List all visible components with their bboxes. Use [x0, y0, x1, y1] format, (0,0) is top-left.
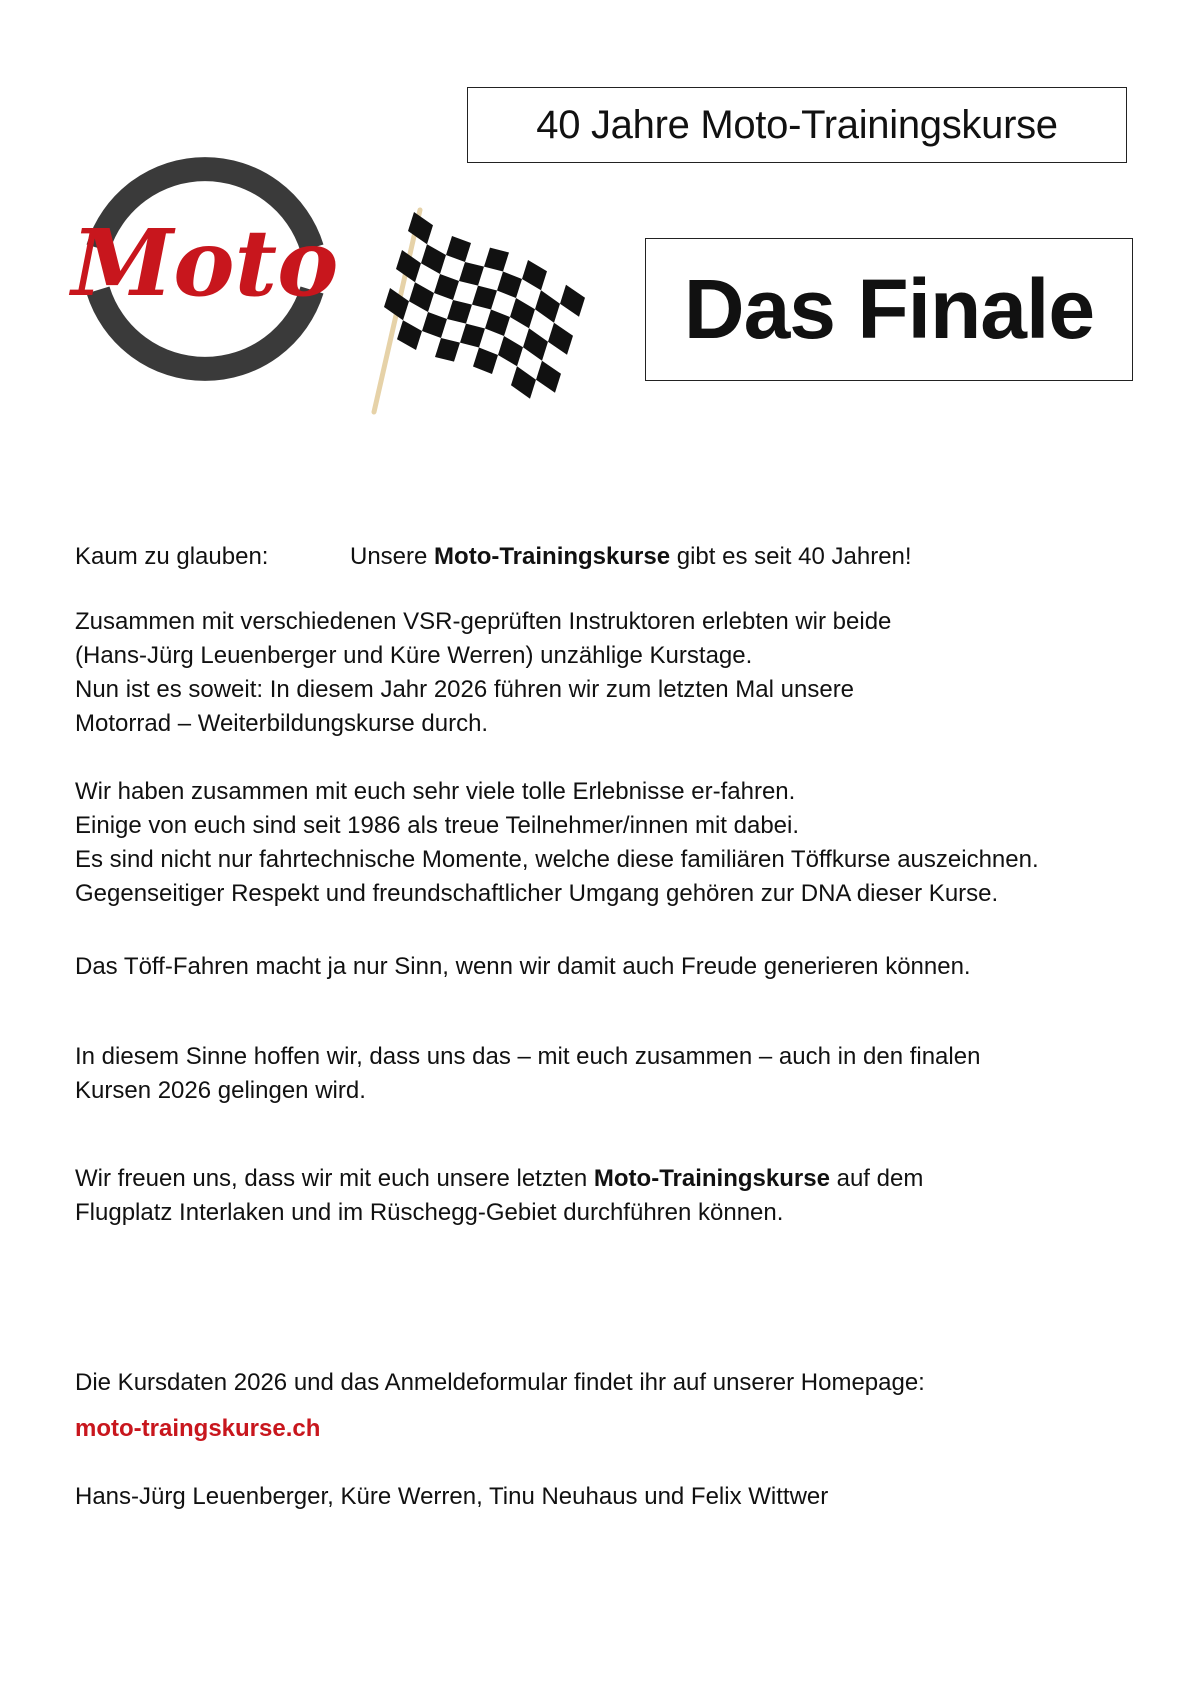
logo-text: Moto — [71, 209, 339, 317]
intro-suffix: gibt es seit 40 Jahren! — [670, 543, 912, 570]
flag-cell — [384, 288, 409, 320]
flag-cell — [459, 262, 484, 286]
intro-line — [75, 540, 1155, 574]
moto-logo — [50, 130, 360, 395]
flag-cell — [485, 309, 510, 336]
intro-label: Kaum zu glauben: — [75, 543, 269, 570]
paragraph-3: Das Töff-Fahren macht ja nur Sinn, wenn wir damit auch Freude generieren können. — [75, 953, 971, 980]
p2-line-4: Gegenseitiger Respekt und freundschaftlicher Umgang gehören zur DNA dieser Kurse. — [75, 880, 999, 907]
moto-logo-graphic — [50, 130, 360, 395]
flag-cell — [484, 248, 509, 272]
flag-cell — [434, 274, 459, 300]
intro-bold: Moto-Trainingskurse — [434, 543, 671, 570]
p2-line-3: Es sind nicht nur fahrtechnische Momente, welche diese familiären Töffkurse auszeichnen. — [75, 846, 1039, 873]
p5-suffix: auf dem — [829, 1165, 924, 1192]
flag-cell — [535, 290, 560, 322]
flag-cell — [536, 361, 561, 393]
flag-cell — [397, 320, 422, 350]
flag-cell — [422, 312, 447, 338]
p5-bold: Moto-Trainingskurse — [593, 1165, 830, 1192]
flag-cell — [472, 286, 497, 310]
p2-line-2: Einige von euch sind seit 1986 als treue Teilnehmer/innen mit dabei. — [75, 812, 800, 839]
intro-prefix: Unsere — [350, 543, 435, 570]
paragraph-2 — [75, 775, 1155, 911]
flag-cell — [511, 366, 536, 398]
p5-line-2: Flugplatz Interlaken und im Rüschegg-Gebiet durchführen können. — [75, 1199, 784, 1226]
paragraph-5 — [75, 1162, 1155, 1230]
flag-cell — [396, 250, 421, 282]
flag-cell — [473, 347, 498, 374]
flag-cell — [497, 271, 522, 298]
p1-line-1: Zusammen mit verschiedenen VSR-geprüften Instruktoren erlebten wir beide — [75, 608, 892, 635]
flag-cell — [523, 328, 548, 360]
flag-cell — [498, 336, 523, 366]
finale-title: Das Finale — [645, 238, 1133, 381]
flag-cell — [548, 323, 573, 355]
flag-cell — [560, 285, 585, 317]
p1-line-2: (Hans-Jürg Leuenberger und Küre Werren) unzählige Kurstage. — [75, 642, 753, 669]
letter-body — [75, 540, 1155, 1514]
homepage-link-line — [75, 1412, 1155, 1446]
flag-cell — [421, 244, 446, 274]
flag-cell — [409, 282, 434, 312]
flag-cell — [447, 300, 472, 324]
flag-cell — [510, 298, 535, 328]
flag-cell — [446, 236, 471, 262]
p2-line-1: Wir haben zusammen mit euch sehr viele tolle Erlebnisse er-fahren. — [75, 778, 796, 805]
anniversary-title: 40 Jahre Moto-Trainingskurse — [467, 87, 1127, 163]
flag-cell — [435, 338, 460, 362]
homepage-link[interactable]: moto-traingskurse.ch — [75, 1415, 321, 1442]
paragraph-1 — [75, 605, 1155, 741]
p4-line-2: Kursen 2026 gelingen wird. — [75, 1077, 366, 1104]
checkered-flag-icon — [370, 200, 600, 415]
homepage-info: Die Kursdaten 2026 und das Anmeldeformular findet ihr auf unserer Homepage: — [75, 1369, 925, 1396]
signature: Hans-Jürg Leuenberger, Küre Werren, Tinu Neuhaus und Felix Wittwer — [75, 1483, 829, 1510]
p1-line-3: Nun ist es soweit: In diesem Jahr 2026 führen wir zum letzten Mal unsere — [75, 676, 855, 703]
paragraph-4 — [75, 1040, 1155, 1108]
flag-cell — [522, 260, 547, 290]
p4-line-1: In diesem Sinne hoffen wir, dass uns das – mit euch zusammen – auch in den finalen — [75, 1043, 981, 1070]
p1-line-4: Motorrad – Weiterbildungskurse durch. — [75, 710, 489, 737]
flag-cell — [460, 324, 485, 348]
p5-prefix: Wir freuen uns, dass wir mit euch unsere letzten — [75, 1165, 594, 1192]
